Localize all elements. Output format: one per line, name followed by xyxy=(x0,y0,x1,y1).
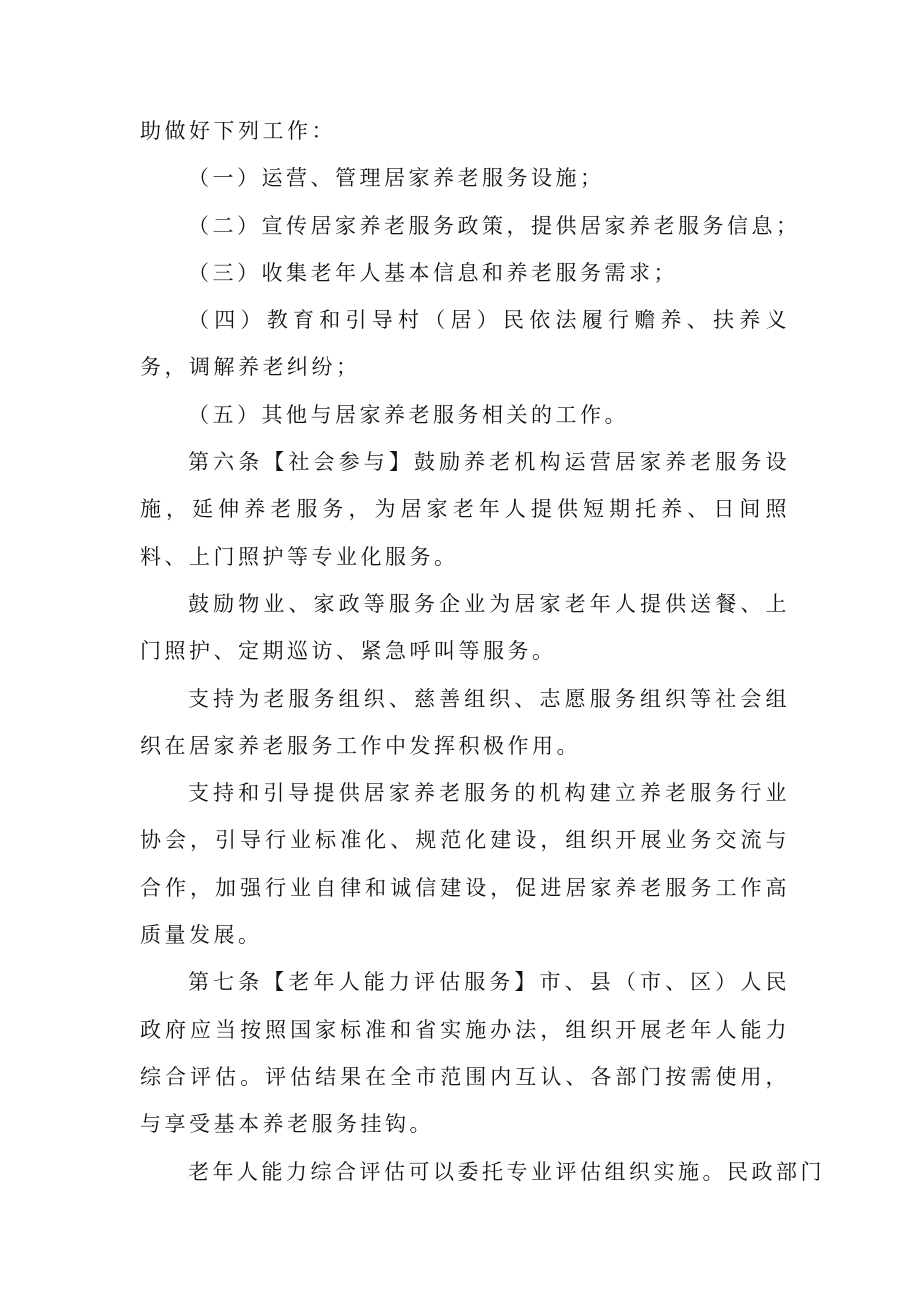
list-item-4: （四）教育和引导村（居）民依法履行赡养、扶养义务，调解养老纠纷； xyxy=(140,308,790,380)
article-6-paragraph-4: 支持和引导提供居家养老服务的机构建立养老服务行业协会，引导行业标准化、规范化建设，组织开展业务交流与合作，加强行业自律和诚信建设，促进居家养老服务工作高质量发展。 xyxy=(140,781,790,948)
paragraph-intro: 助做好下列工作： xyxy=(140,119,336,143)
article-7-paragraph: 第七条【老年人能力评估服务】市、县（市、区）人民政府应当按照国家标准和省实施办法，组织开展老年人能力综合评估。评估结果在全市范围内互认、各部门按需使用，与享受基本养老服务挂钩。 xyxy=(140,970,790,1137)
article-6-paragraph-3: 支持为老服务组织、慈善组织、志愿服务组织等社会组织在居家养老服务工作中发挥积极作用。 xyxy=(140,686,790,758)
article-7-paragraph-2: 老年人能力综合评估可以委托专业评估组织实施。民政部门 xyxy=(188,1159,825,1184)
article-6-paragraph: 第六条【社会参与】鼓励养老机构运营居家养老服务设施，延伸养老服务，为居家老年人提供短期托养、日间照料、上门照护等专业化服务。 xyxy=(140,450,790,569)
document-body xyxy=(140,108,825,1196)
list-item-3: （三）收集老年人基本信息和养老服务需求； xyxy=(188,260,678,285)
list-item-1: （一）运营、管理居家养老服务设施； xyxy=(188,166,605,191)
article-6-paragraph-2: 鼓励物业、家政等服务企业为居家老年人提供送餐、上门照护、定期巡访、紧急呼叫等服务。 xyxy=(140,591,790,664)
list-item-5: （五）其他与居家养老服务相关的工作。 xyxy=(188,402,629,427)
list-item-2: （二）宣传居家养老服务政策，提供居家养老服务信息； xyxy=(188,213,801,238)
